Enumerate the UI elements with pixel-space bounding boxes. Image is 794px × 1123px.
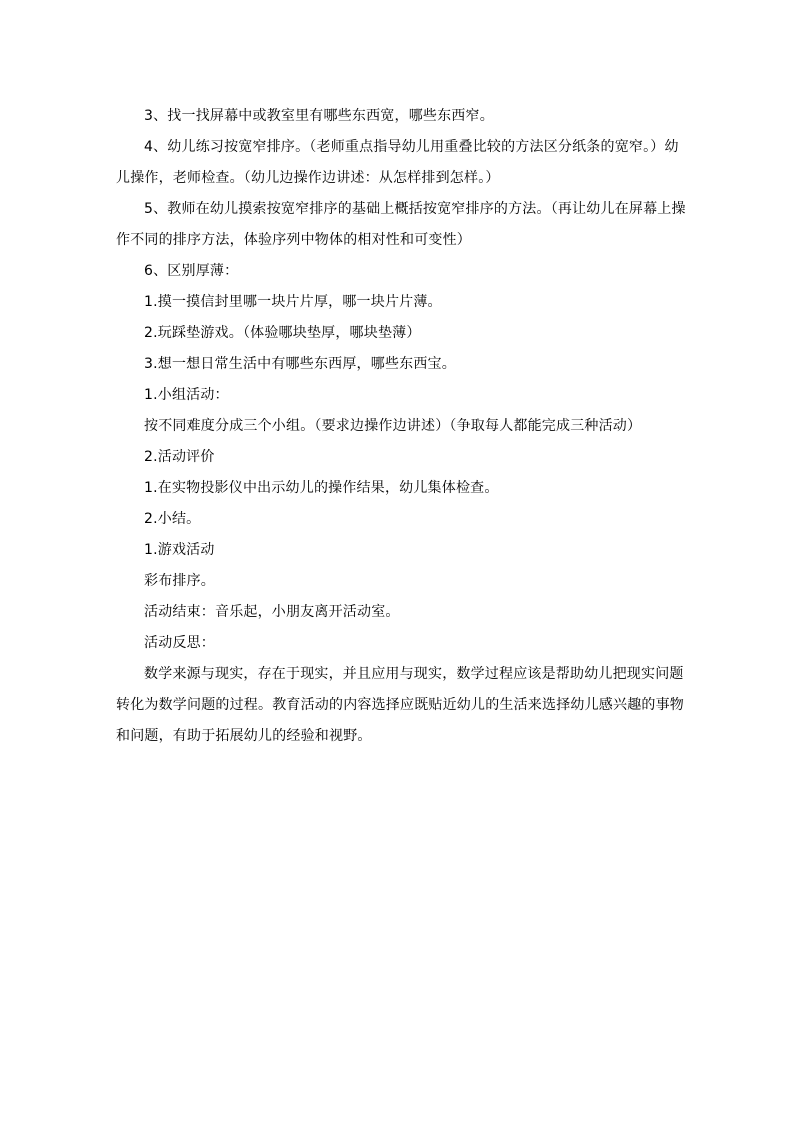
paragraph-game-activity: 1.游戏活动 xyxy=(144,542,215,558)
paragraph-daily-life: 3.想一想日常生活中有哪些东西厚，哪些东西宝。 xyxy=(144,356,456,372)
paragraph-practice-sorting: 4、幼儿练习按宽窄排序。（老师重点指导幼儿用重叠比较的方法区分纸条的宽窄。）幼儿操作，老师检查。（幼儿边操作边讲述：从怎样排到怎样。） xyxy=(116,139,679,186)
paragraph-cloth-sorting: 彩布排序。 xyxy=(144,573,215,589)
paragraph-group-activity: 1.小组活动： xyxy=(144,387,229,403)
paragraph-reflection-heading: 活动反思： xyxy=(144,635,215,651)
paragraph-difficulty-groups: 按不同难度分成三个小组。（要求边操作边讲述）（争取每人都能完成三种活动） xyxy=(144,418,642,434)
paragraph-reflection-body: 数学来源与现实，存在于现实，并且应用与现实，数学过程应该是帮助幼儿把现实问题转化为数学问题的过程。教育活动的内容选择应既贴近幼儿的生活来选择幼儿感兴趣的事物和问题，有助于拓展幼儿的经验和视野。 xyxy=(116,666,684,744)
paragraph-projector-results: 1.在实物投影仪中出示幼儿的操作结果，幼儿集体检查。 xyxy=(144,480,499,496)
paragraph-touch-envelope: 1.摸一摸信封里哪一块片片厚，哪一块片片薄。 xyxy=(144,294,442,310)
paragraph-find-wide-narrow: 3、找一找屏幕中或教室里有哪些东西宽，哪些东西窄。 xyxy=(144,108,494,124)
paragraph-teacher-summary: 5、教师在幼儿摸索按宽窄排序的基础上概括按宽窄排序的方法。（再让幼儿在屏幕上操作不同的排序方法，体验序列中物体的相对性和可变性） xyxy=(116,201,686,248)
paragraph-thick-thin-heading: 6、区别厚薄： xyxy=(144,263,239,279)
paragraph-mat-game: 2.玩踩垫游戏。（体验哪块垫厚，哪块垫薄） xyxy=(144,325,421,341)
paragraph-activity-evaluation: 2.活动评价 xyxy=(144,449,215,465)
paragraph-summary: 2.小结。 xyxy=(144,511,201,527)
paragraph-activity-end: 活动结束：音乐起，小朋友离开活动室。 xyxy=(144,604,400,620)
document-body xyxy=(116,101,686,752)
